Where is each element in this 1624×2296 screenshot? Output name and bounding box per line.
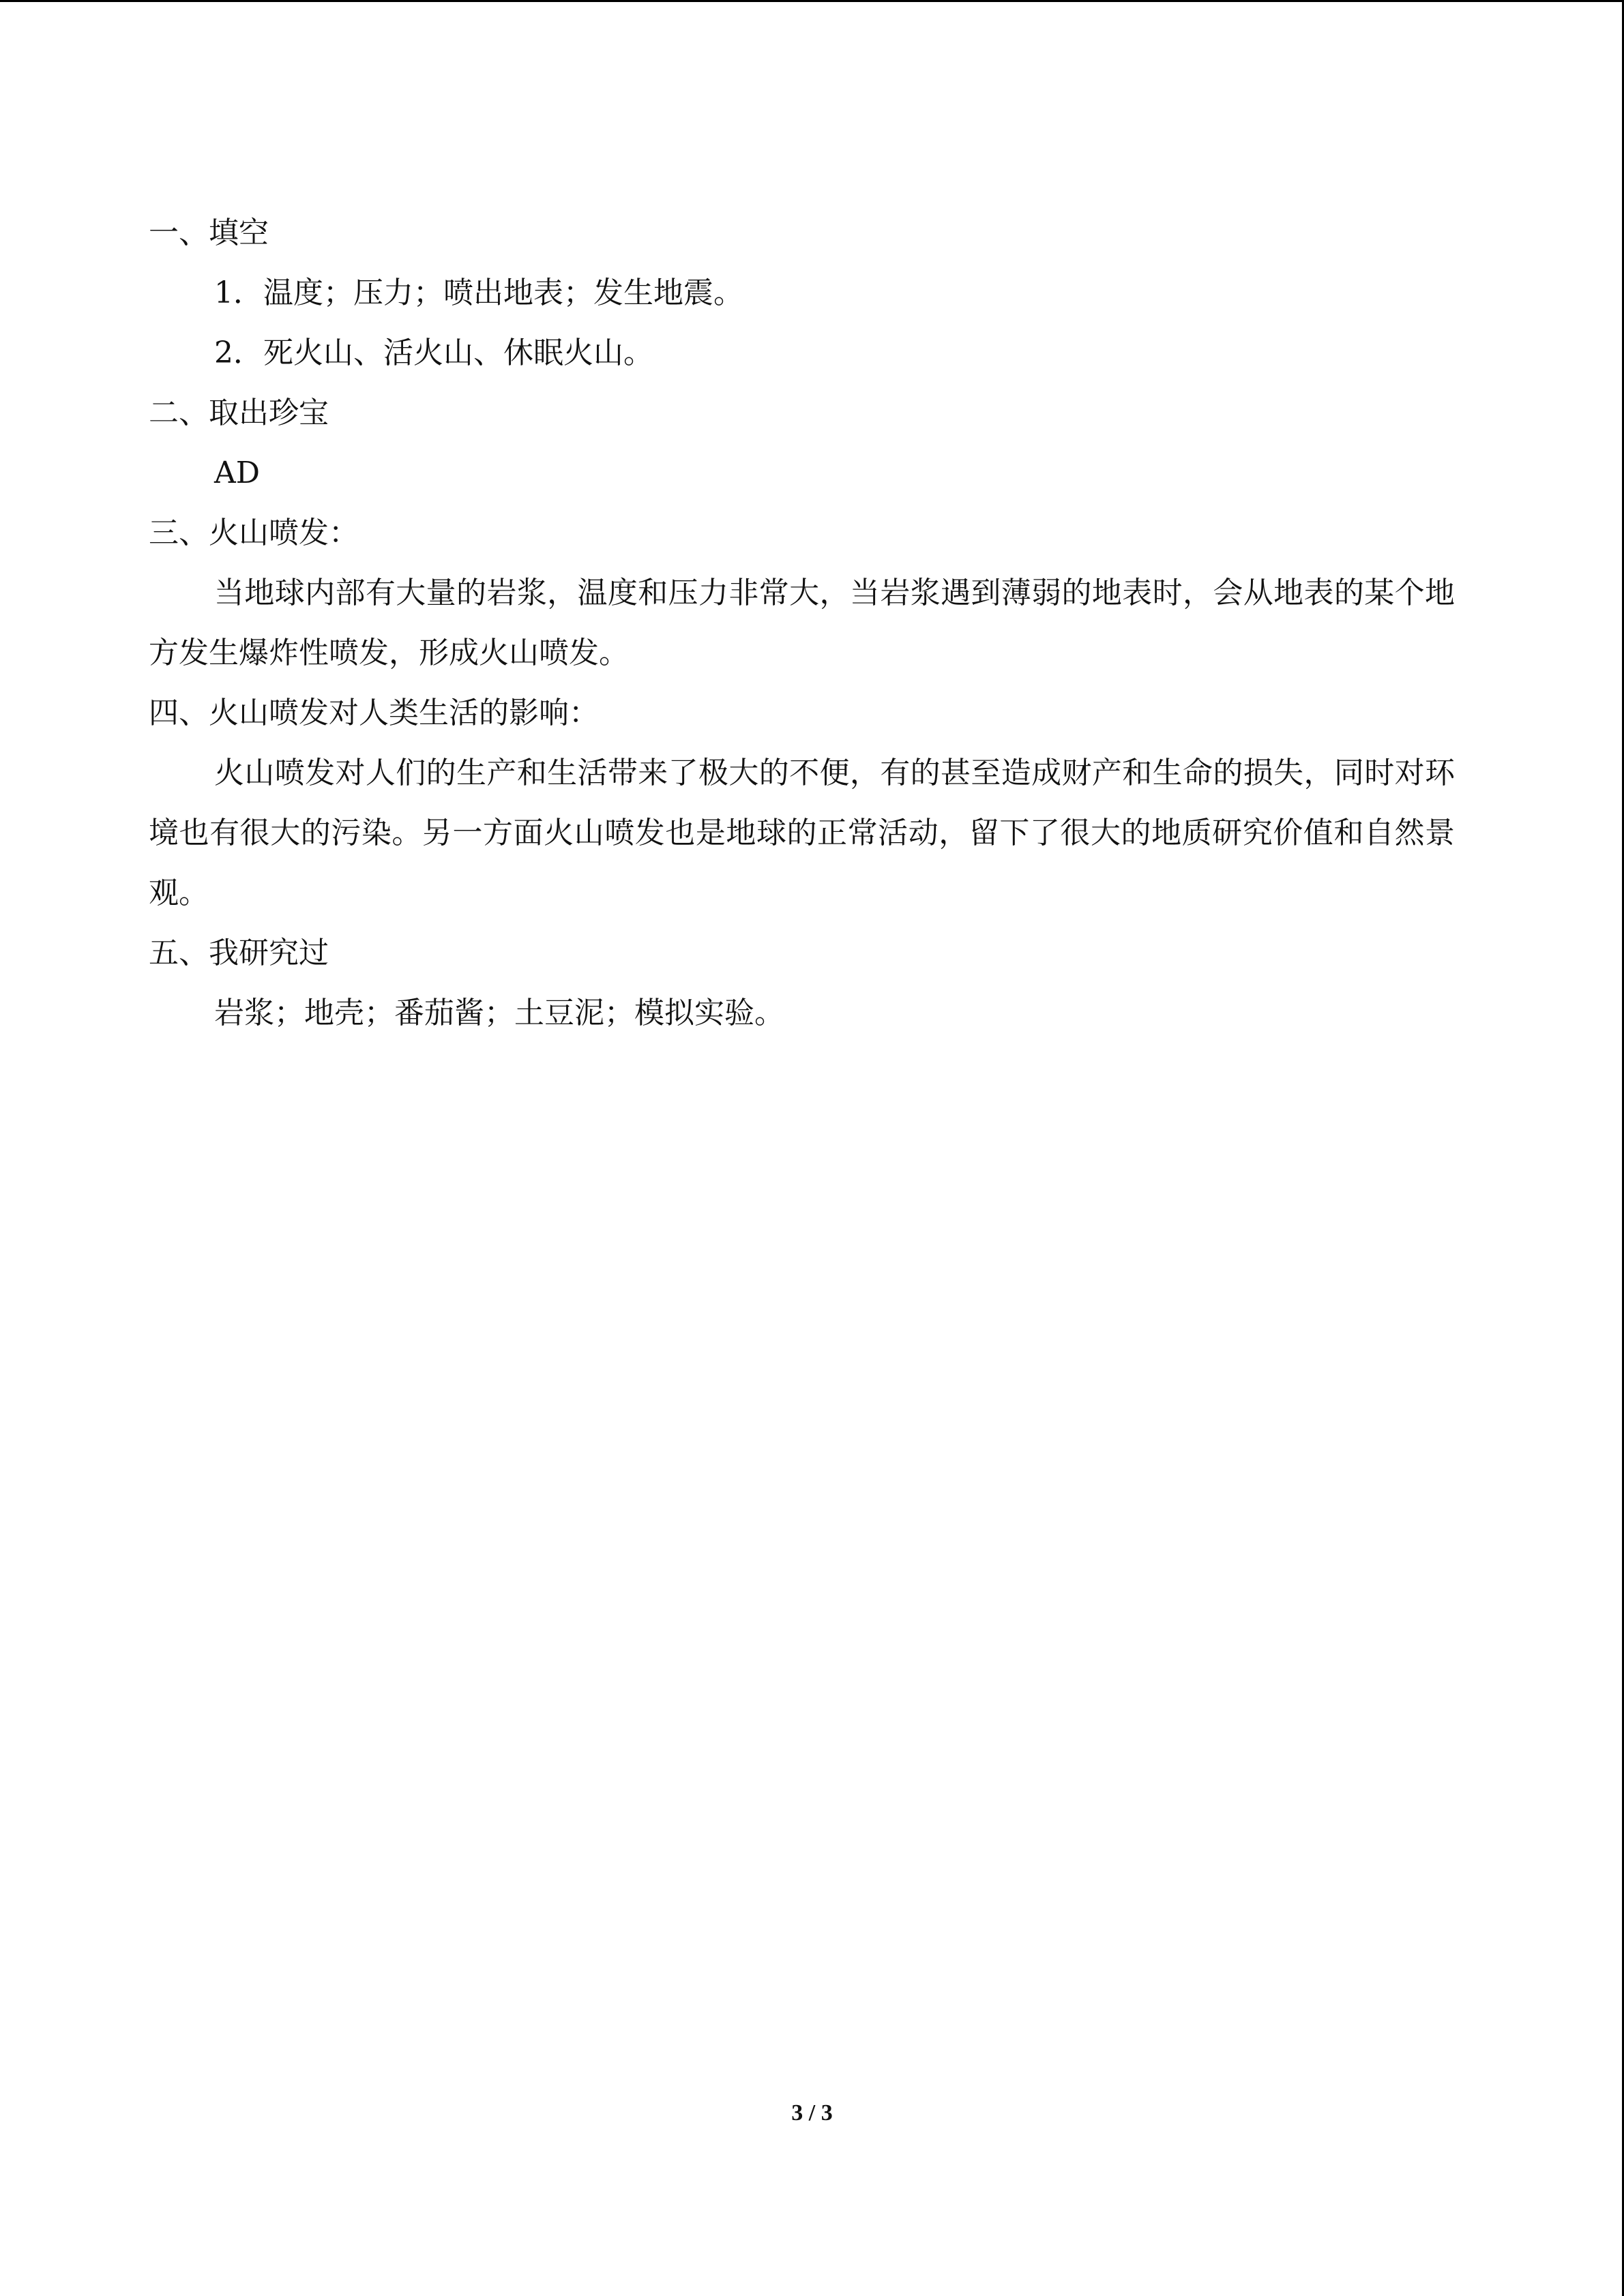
section-heading: 五、我研究过: [149, 936, 329, 970]
answer-paragraph: 火山喷发对人们的生产和生活带来了极大的不便，有的甚至造成财产和生命的损失，同时对环境也有很大的污染。另一方面火山喷发也是地球的正常活动，留下了很大的地质研究价值和自然景观。: [149, 756, 1455, 910]
page-top-border: [0, 0, 1624, 2]
section-fill-in-blanks: [149, 203, 1455, 383]
section-heading: 二、取出珍宝: [149, 396, 329, 430]
answer-item: 岩浆；地壳；番茄酱；土豆泥；模拟实验。: [214, 996, 784, 1030]
answer-paragraph: 当地球内部有大量的岩浆，温度和压力非常大，当岩浆遇到薄弱的地表时，会从地表的某个地方发生爆炸性喷发，形成火山喷发。: [149, 576, 1455, 670]
answer-item: 2．死火山、活火山、休眠火山。: [214, 336, 653, 370]
section-take-treasure: [149, 383, 1455, 503]
answer-item: 1．温度；压力；喷出地表；发生地震。: [214, 275, 743, 310]
section-impact-on-humans: [149, 683, 1455, 923]
page-number: 3 / 3: [791, 2100, 833, 2126]
section-volcano-eruption: [149, 503, 1455, 683]
section-heading: 一、填空: [149, 215, 269, 250]
section-my-research: [149, 923, 1455, 1043]
section-heading: 三、火山喷发：: [149, 516, 359, 550]
answer-content: [149, 203, 1455, 1043]
answer-item: AD: [214, 456, 261, 490]
section-heading: 四、火山喷发对人类生活的影响：: [149, 696, 599, 730]
